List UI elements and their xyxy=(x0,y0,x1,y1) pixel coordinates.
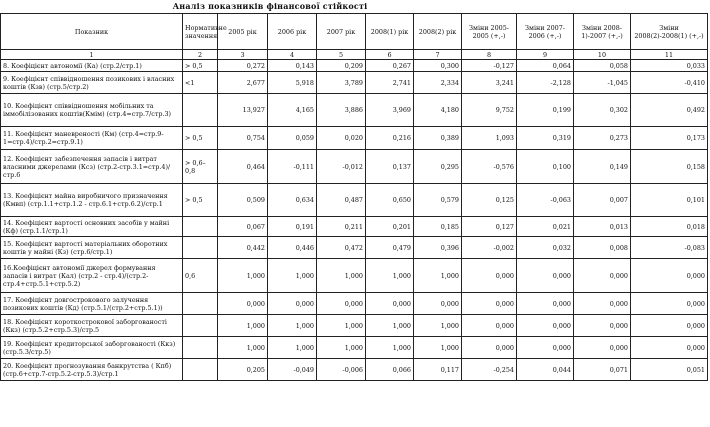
value-cell: 13,927 xyxy=(218,94,268,127)
norm-value xyxy=(183,359,218,381)
value-cell: 0,000 xyxy=(517,315,574,337)
value-cell: 0,044 xyxy=(517,359,574,381)
value-cell: 0,273 xyxy=(574,127,631,150)
value-cell: -1,045 xyxy=(574,72,631,94)
indicator-label: 18. Коефіцієнт короткострокової заборгованості (Ккз) (стр.5.2+стр.5.3)/стр.5 xyxy=(1,315,183,337)
value-cell: 0,018 xyxy=(631,217,708,237)
value-cell: 0,201 xyxy=(366,217,414,237)
table-body xyxy=(1,60,708,381)
header-col: 2006 рік xyxy=(268,14,317,50)
value-cell: 0,117 xyxy=(414,359,462,381)
value-cell: 4,165 xyxy=(268,94,317,127)
value-cell: 0,472 xyxy=(317,237,366,259)
value-cell: 0,579 xyxy=(414,184,462,217)
column-index: 6 xyxy=(366,50,414,60)
value-cell: 1,000 xyxy=(366,259,414,293)
value-cell: 1,000 xyxy=(366,315,414,337)
value-cell: 0,127 xyxy=(462,217,517,237)
value-cell: 0,000 xyxy=(574,293,631,315)
value-cell: 3,789 xyxy=(317,72,366,94)
financial-stability-table xyxy=(0,13,708,381)
table-row xyxy=(1,337,708,359)
column-index: 8 xyxy=(462,50,517,60)
header-col: Зміни 2008(2)-2008(1) (+,-) xyxy=(631,14,708,50)
value-cell: 0,007 xyxy=(574,184,631,217)
value-cell: 0,000 xyxy=(462,315,517,337)
value-cell: 1,000 xyxy=(414,337,462,359)
value-cell: 0,000 xyxy=(517,259,574,293)
value-cell: 0,064 xyxy=(517,60,574,72)
value-cell: -2,128 xyxy=(517,72,574,94)
value-cell: 1,000 xyxy=(366,337,414,359)
value-cell: 0,389 xyxy=(414,127,462,150)
value-cell: 0,185 xyxy=(414,217,462,237)
value-cell: 0,000 xyxy=(517,337,574,359)
value-cell: 3,241 xyxy=(462,72,517,94)
value-cell: 1,000 xyxy=(414,315,462,337)
value-cell: 0,173 xyxy=(631,127,708,150)
value-cell: 0,149 xyxy=(574,150,631,184)
norm-value: 0,6 xyxy=(183,259,218,293)
value-cell: -0,006 xyxy=(317,359,366,381)
column-index: 7 xyxy=(414,50,462,60)
header-col: Зміни 2008-1)-2007 (+,-) xyxy=(574,14,631,50)
value-cell: 5,918 xyxy=(268,72,317,94)
value-cell: 3,969 xyxy=(366,94,414,127)
header-col: 2007 рік xyxy=(317,14,366,50)
value-cell: 0,000 xyxy=(574,315,631,337)
value-cell: 2,334 xyxy=(414,72,462,94)
table-row xyxy=(1,359,708,381)
value-cell: 0,000 xyxy=(268,293,317,315)
value-cell: 0,000 xyxy=(414,293,462,315)
norm-value: > 0,5 xyxy=(183,127,218,150)
value-cell: 4,180 xyxy=(414,94,462,127)
value-cell: 1,000 xyxy=(268,337,317,359)
value-cell: 1,000 xyxy=(268,259,317,293)
value-cell: 0,008 xyxy=(574,237,631,259)
value-cell: 0,021 xyxy=(517,217,574,237)
table-row xyxy=(1,184,708,217)
value-cell: 0,000 xyxy=(631,337,708,359)
norm-value: > 0,5 xyxy=(183,60,218,72)
value-cell: 0,033 xyxy=(631,60,708,72)
value-cell: 0,650 xyxy=(366,184,414,217)
value-cell: 0,071 xyxy=(574,359,631,381)
value-cell: 0,020 xyxy=(317,127,366,150)
norm-value: > 0,5 xyxy=(183,184,218,217)
value-cell: 1,000 xyxy=(317,315,366,337)
value-cell: 1,000 xyxy=(317,337,366,359)
value-cell: 9,752 xyxy=(462,94,517,127)
indicator-label: 14. Коефіцієнт вартості основних засобів у майні (Кф) (стр.1.1/стр.1) xyxy=(1,217,183,237)
norm-value xyxy=(183,94,218,127)
column-index: 10 xyxy=(574,50,631,60)
value-cell: -0,049 xyxy=(268,359,317,381)
value-cell: 0,464 xyxy=(218,150,268,184)
column-index: 1 xyxy=(1,50,183,60)
value-cell: 0,032 xyxy=(517,237,574,259)
header-indicator: Показник xyxy=(1,14,183,50)
value-cell: 0,013 xyxy=(574,217,631,237)
indicator-label: 8. Коефіцієнт автономії (Ка) (стр.2/стр.1) xyxy=(1,60,183,72)
value-cell: 1,093 xyxy=(462,127,517,150)
value-cell: 0,158 xyxy=(631,150,708,184)
value-cell: 1,000 xyxy=(414,259,462,293)
value-cell: 0,143 xyxy=(268,60,317,72)
norm-value xyxy=(183,337,218,359)
value-cell: 0,216 xyxy=(366,127,414,150)
value-cell: 0,509 xyxy=(218,184,268,217)
value-cell: 0,634 xyxy=(268,184,317,217)
indicator-label: 10. Коефіцієнт співвідношення мобільних та іммобілізованих коштів(Кмім) (стр.4=стр.7/стр.3) xyxy=(1,94,183,127)
norm-value xyxy=(183,293,218,315)
column-index: 2 xyxy=(183,50,218,60)
column-index: 11 xyxy=(631,50,708,60)
value-cell: 1,000 xyxy=(268,315,317,337)
column-index: 9 xyxy=(517,50,574,60)
value-cell: -0,254 xyxy=(462,359,517,381)
indicator-label: 12. Коефіцієнт забезпечення запасів і витрат власними джерелами (Ксз) (стр.2-стр.3.1=стр.4)/стр.6 xyxy=(1,150,183,184)
value-cell: 0,396 xyxy=(414,237,462,259)
header-norm: Нормативне значення xyxy=(183,14,218,50)
value-cell: 0,067 xyxy=(218,217,268,237)
column-index-row xyxy=(1,50,708,60)
header-col: Зміни 2005-2005 (+,-) xyxy=(462,14,517,50)
value-cell: 0,000 xyxy=(462,337,517,359)
value-cell: 0,300 xyxy=(414,60,462,72)
value-cell: 0,066 xyxy=(366,359,414,381)
value-cell: 0,442 xyxy=(218,237,268,259)
header-col: 2005 рік xyxy=(218,14,268,50)
table-row xyxy=(1,259,708,293)
value-cell: 0,209 xyxy=(317,60,366,72)
table-row xyxy=(1,94,708,127)
value-cell: 3,886 xyxy=(317,94,366,127)
value-cell: 0,319 xyxy=(517,127,574,150)
norm-value xyxy=(183,237,218,259)
value-cell: 0,211 xyxy=(317,217,366,237)
value-cell: 0,137 xyxy=(366,150,414,184)
value-cell: -0,063 xyxy=(517,184,574,217)
header-col: Зміни 2007-2006 (+,-) xyxy=(517,14,574,50)
value-cell: 0,000 xyxy=(574,337,631,359)
value-cell: 2,677 xyxy=(218,72,268,94)
table-row xyxy=(1,60,708,72)
value-cell: 0,000 xyxy=(366,293,414,315)
value-cell: 0,446 xyxy=(268,237,317,259)
sheet-title: Аналіз показників фінансової стійкості xyxy=(172,1,368,11)
column-index: 5 xyxy=(317,50,366,60)
value-cell: 1,000 xyxy=(317,259,366,293)
value-cell: 0,000 xyxy=(517,293,574,315)
value-cell: -0,012 xyxy=(317,150,366,184)
value-cell: 0,000 xyxy=(462,293,517,315)
value-cell: 0,000 xyxy=(218,293,268,315)
value-cell: 0,754 xyxy=(218,127,268,150)
value-cell: 0,479 xyxy=(366,237,414,259)
value-cell: 1,000 xyxy=(218,337,268,359)
header-col: 2008(2) рік xyxy=(414,14,462,50)
value-cell: 0,487 xyxy=(317,184,366,217)
indicator-label: 9. Коефіцієнт співвідношення позикових і власних коштів (Кзв) (стр.5/стр.2) xyxy=(1,72,183,94)
value-cell: 0,302 xyxy=(574,94,631,127)
value-cell: -0,127 xyxy=(462,60,517,72)
indicator-label: 17. Коефіцієнт довгострокового залучення позикових коштів (Кд) (стр.5.1/(стр.2+стр.5.1)) xyxy=(1,293,183,315)
column-index: 3 xyxy=(218,50,268,60)
value-cell: 0,191 xyxy=(268,217,317,237)
indicator-label: 15. Коефіцієнт вартості матеріальних оборотних коштів у майні (Кз) (стр.6/стр.1) xyxy=(1,237,183,259)
norm-value xyxy=(183,315,218,337)
value-cell: 1,000 xyxy=(218,315,268,337)
value-cell: 0,101 xyxy=(631,184,708,217)
value-cell: 0,205 xyxy=(218,359,268,381)
table-row xyxy=(1,315,708,337)
value-cell: 0,000 xyxy=(631,259,708,293)
value-cell: 0,059 xyxy=(268,127,317,150)
table-row xyxy=(1,127,708,150)
value-cell: 1,000 xyxy=(218,259,268,293)
value-cell: -0,576 xyxy=(462,150,517,184)
value-cell: 0,000 xyxy=(462,259,517,293)
norm-value: > 0,6–0,8 xyxy=(183,150,218,184)
norm-value xyxy=(183,217,218,237)
table-row xyxy=(1,237,708,259)
header-col: 2008(1) рік xyxy=(366,14,414,50)
value-cell: -0,111 xyxy=(268,150,317,184)
indicator-label: 20. Коефіцієнт прогнозування банкрутства ( Кпб) (стр.6+стр.7-стр.5.2-стр.5.3)/стр.1 xyxy=(1,359,183,381)
value-cell: 2,741 xyxy=(366,72,414,94)
indicator-label: 19. Коефіцієнт кредиторської заборгованості (Ккз) (стр.5.3/стр.5) xyxy=(1,337,183,359)
indicator-label: 11. Коефіцієнт маневреності (Км) (стр.4=стр.9-1=стр.4)/стр.2=стр.9.1) xyxy=(1,127,183,150)
value-cell: 0,000 xyxy=(631,315,708,337)
value-cell: 0,492 xyxy=(631,94,708,127)
header-row xyxy=(1,14,708,50)
value-cell: 0,295 xyxy=(414,150,462,184)
value-cell: 0,100 xyxy=(517,150,574,184)
value-cell: 0,272 xyxy=(218,60,268,72)
table-row xyxy=(1,293,708,315)
column-index: 4 xyxy=(268,50,317,60)
value-cell: 0,000 xyxy=(317,293,366,315)
value-cell: 0,058 xyxy=(574,60,631,72)
indicator-label: 13. Коефіцієнт майна виробничого призначення (Кмвп) (стр.1.1+стр.1.2 - стр.6.1+стр.6.2)/стр.1 xyxy=(1,184,183,217)
table-row xyxy=(1,72,708,94)
value-cell: -0,002 xyxy=(462,237,517,259)
value-cell: 0,267 xyxy=(366,60,414,72)
value-cell: 0,000 xyxy=(631,293,708,315)
value-cell: -0,083 xyxy=(631,237,708,259)
value-cell: -0,410 xyxy=(631,72,708,94)
norm-value: <1 xyxy=(183,72,218,94)
indicator-label: 16.Коефіцієнт автономії джерел формування запасів і витрат (Кал) (стр.2 - стр.4)/(стр.2-стр.4+стр.5.1+стр.5.2) xyxy=(1,259,183,293)
value-cell: 0,125 xyxy=(462,184,517,217)
value-cell: 0,051 xyxy=(631,359,708,381)
table-row xyxy=(1,217,708,237)
value-cell: 0,000 xyxy=(574,259,631,293)
value-cell: 0,199 xyxy=(517,94,574,127)
table-row xyxy=(1,150,708,184)
